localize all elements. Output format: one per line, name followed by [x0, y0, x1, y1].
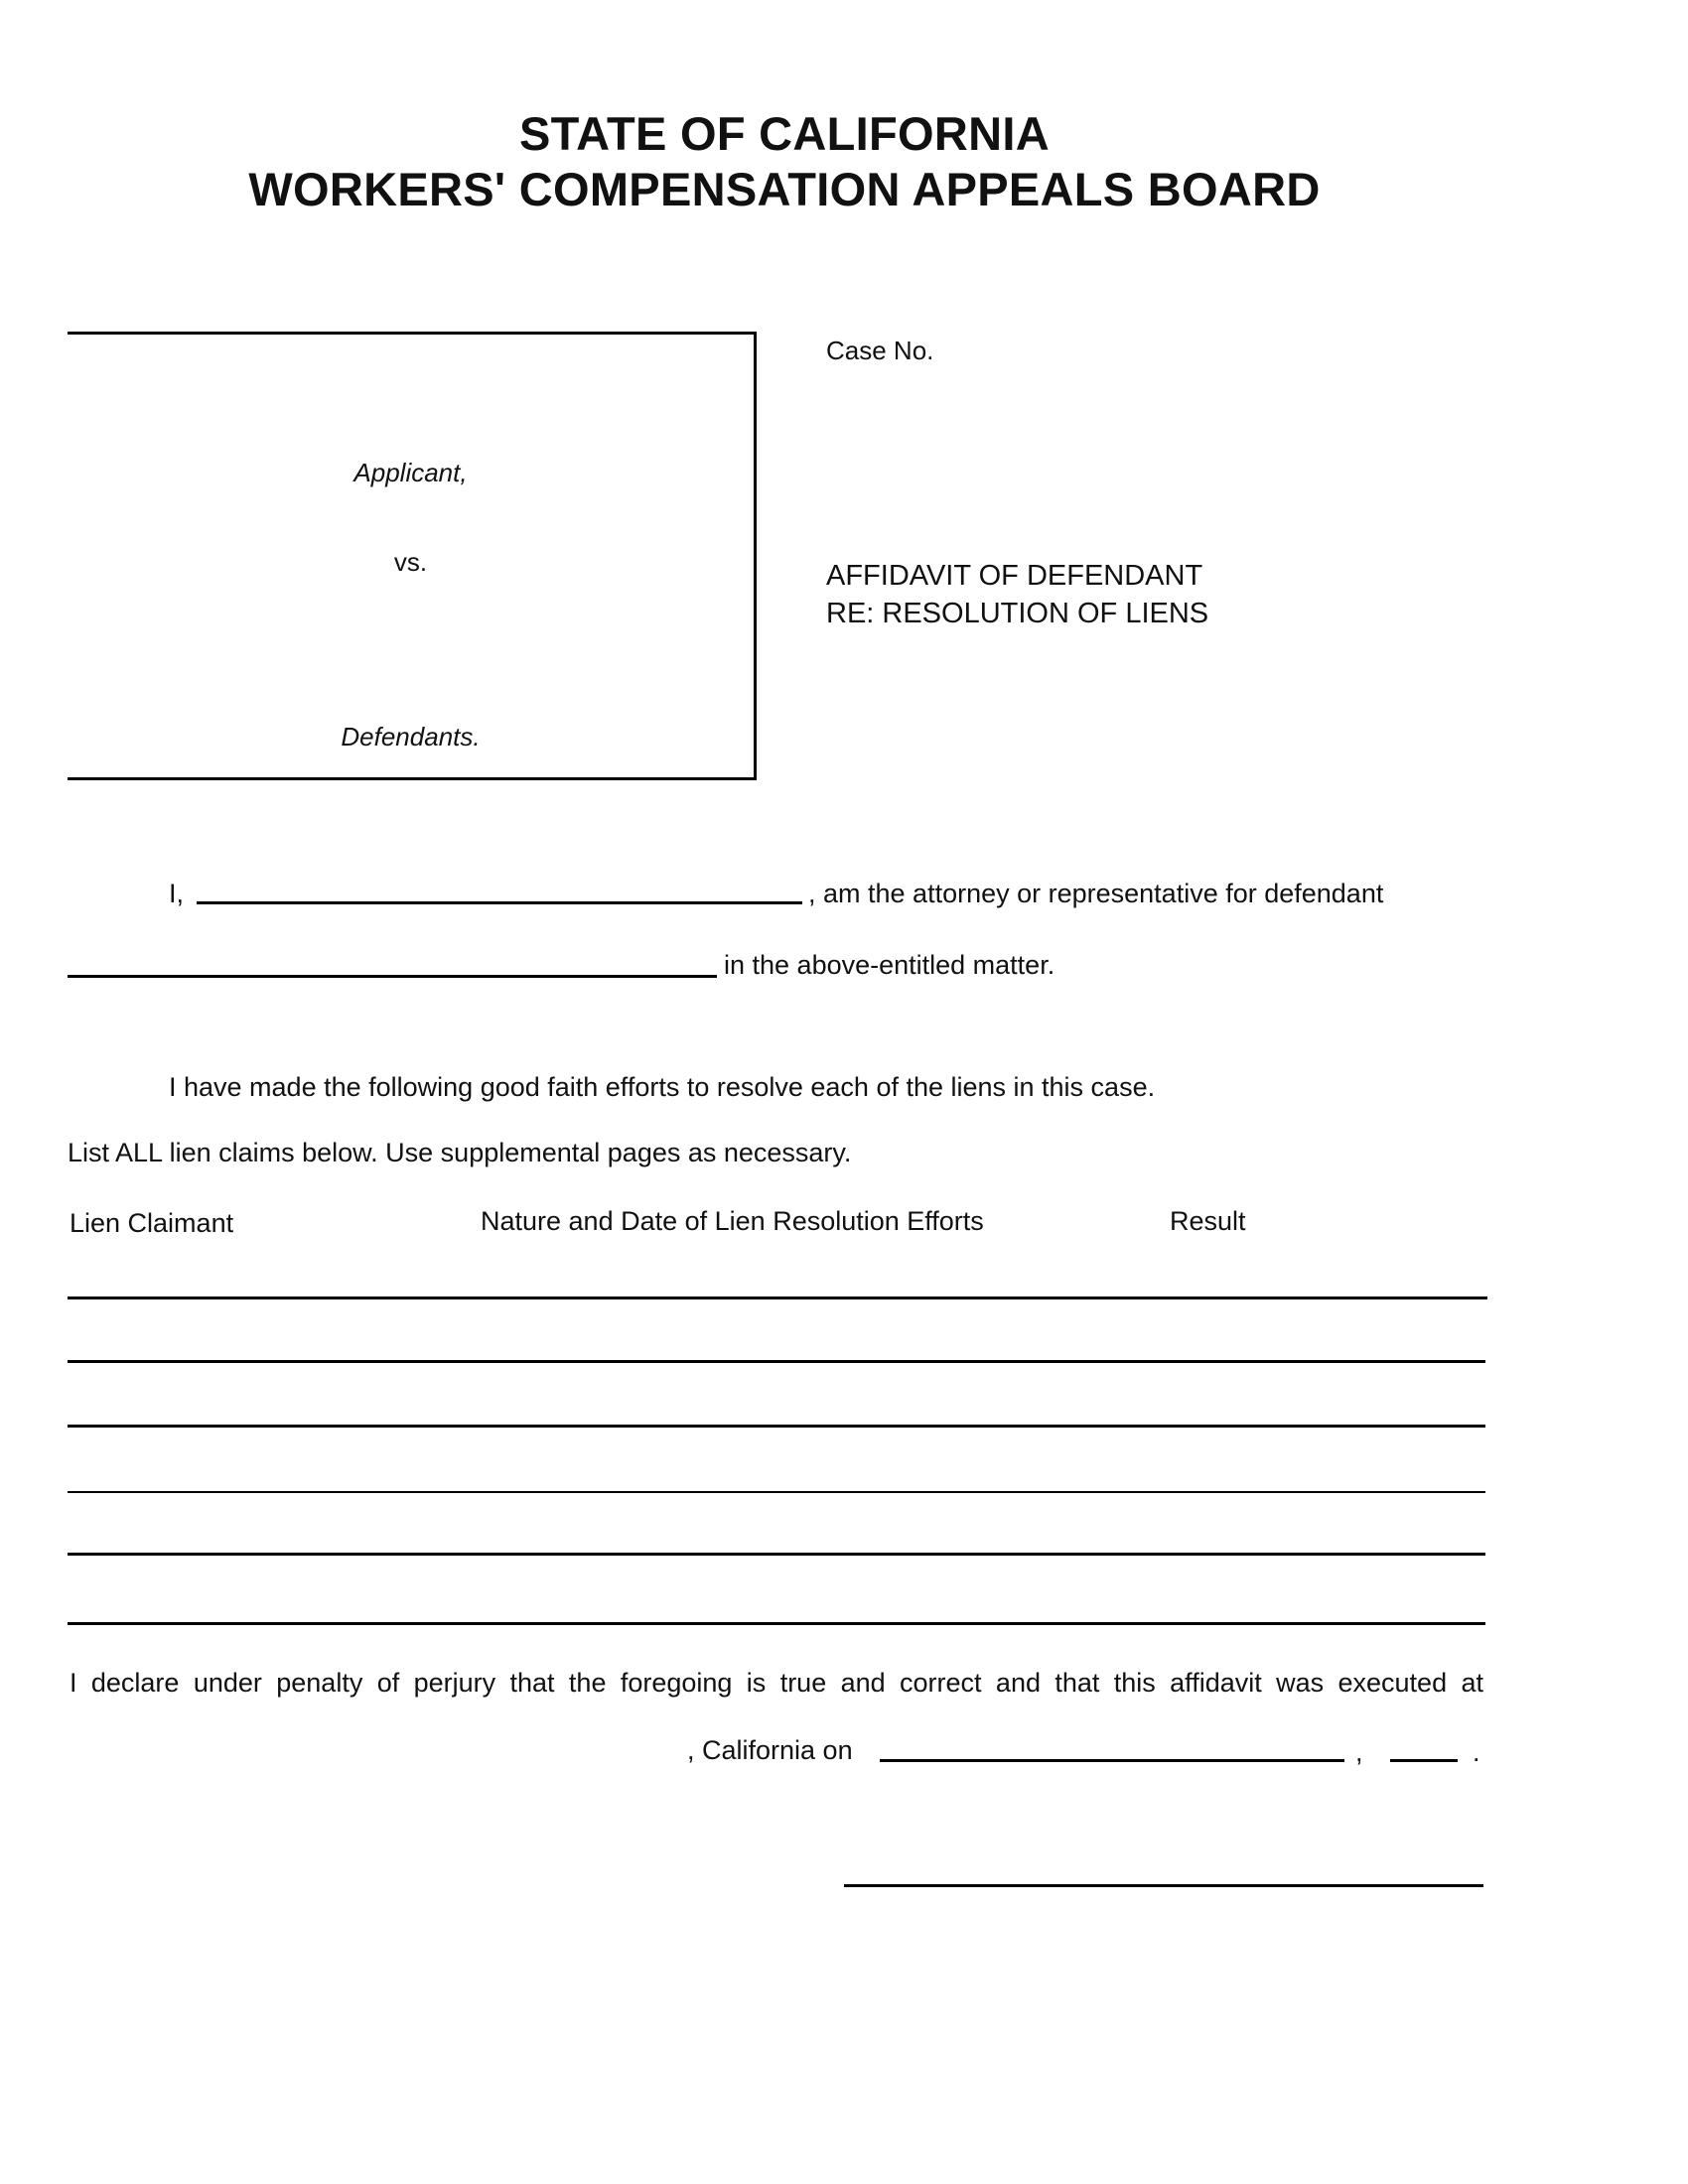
date-comma: ,: [1355, 1737, 1363, 1767]
efforts-intro: I have made the following good faith efforts to resolve each of the liens in this case.: [169, 1072, 1156, 1102]
execution-year-field[interactable]: [1390, 1759, 1458, 1762]
execution-date-field[interactable]: [880, 1759, 1344, 1762]
document-title-line2: RE: RESOLUTION OF LIENS: [826, 598, 1209, 629]
lien-entry-line[interactable]: [68, 1360, 1485, 1363]
column-header-lien-claimant: Lien Claimant: [70, 1208, 234, 1238]
california-on-label: , California on: [687, 1735, 853, 1765]
matter-statement: in the above-entitled matter.: [724, 950, 1055, 980]
form-title-state: STATE OF CALIFORNIA: [519, 107, 1050, 160]
declarant-name-field[interactable]: [197, 901, 802, 904]
declaration-statement: I declare under penalty of perjury that the foregoing is true and correct and that this affidavit was executed at: [70, 1668, 1483, 1698]
lien-entry-line[interactable]: [68, 1553, 1485, 1556]
form-title-board: WORKERS' COMPENSATION APPEALS BOARD: [248, 163, 1321, 215]
lien-entry-line[interactable]: [68, 1425, 1485, 1428]
lien-entry-line[interactable]: [68, 1297, 1487, 1299]
lien-entry-line[interactable]: [68, 1622, 1485, 1625]
column-header-resolution-efforts: Nature and Date of Lien Resolution Efforts: [481, 1206, 984, 1236]
column-header-result: Result: [1170, 1206, 1246, 1236]
applicant-label: Applicant,: [353, 458, 468, 487]
defendant-name-field[interactable]: [68, 975, 717, 978]
declarant-prefix: I,: [169, 879, 185, 908]
case-caption-box: [68, 332, 757, 780]
attorney-statement: , am the attorney or representative for defendant: [808, 879, 1384, 908]
case-number-label: Case No.: [826, 336, 934, 365]
document-title-line1: AFFIDAVIT OF DEFENDANT: [826, 560, 1203, 592]
date-period: .: [1473, 1737, 1480, 1767]
versus-label: vs.: [393, 547, 428, 577]
lien-entry-line[interactable]: [68, 1491, 1485, 1493]
defendants-label: Defendants.: [341, 722, 481, 751]
signature-field[interactable]: [844, 1884, 1483, 1887]
efforts-instruction: List ALL lien claims below. Use supplemental pages as necessary.: [68, 1138, 852, 1167]
